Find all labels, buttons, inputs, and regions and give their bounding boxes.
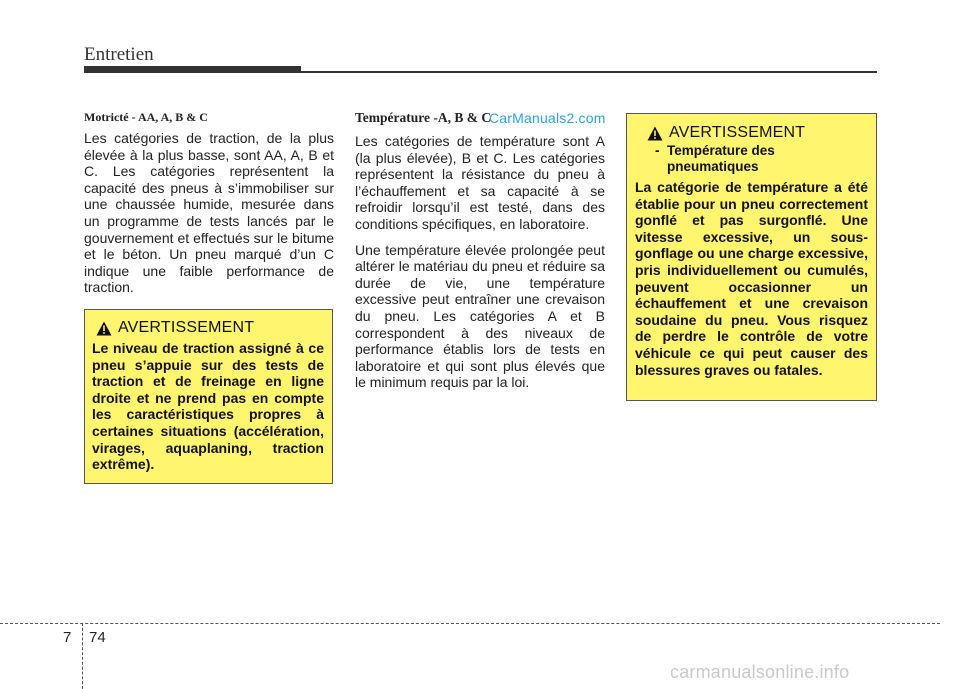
warning-traction-box [84, 309, 333, 484]
watermark-carmanualsonline: carmanualsonline.info [670, 662, 850, 682]
traction-paragraph: Les catégories de traction, de la plus élevée à la plus basse, sont AA, A, B et C. Les catégories représentent la capacité des pneus à s’immobiliser sur une chaussée humide, mesurée dans un programme de tests lancés par le gouvernement et effectués sur le bitume et le béton. Un pneu marqué d’un C indique une faible performance de traction. [84, 130, 334, 296]
warning-triangle-icon [96, 321, 112, 336]
header-rule-thick [84, 66, 301, 73]
temperature-heading: Température -A, B & C [355, 110, 492, 125]
warning-temperature-subtitle: Température des pneumatiques [667, 143, 775, 174]
watermark-carmanuals2: CarManuals2.com [489, 110, 606, 126]
traction-heading: Motricté - AA, A, B & C [84, 110, 208, 124]
warning-temperature-body: La catégorie de température a été établie pour un pneu correctement gonflé et pas surgonflé. Une vitesse excessive, un sous-gonflage ou une charge excessive, pris individuellement ou cumulés, peuvent occasionner un échauffement et une crevaison soudaine du pneu. Vous risquez de perdre le contrôle de votre véhicule ce qui peut causer des blessures graves ou fatales. [635, 179, 868, 378]
warning-traction-header [96, 319, 324, 337]
warning-temperature-box [626, 113, 877, 401]
header-rule-thin [301, 71, 877, 73]
warning-temperature-header [647, 124, 868, 142]
warning-temperature-title: AVERTISSEMENT [669, 124, 806, 141]
warning-traction-body: Le niveau de traction assigné à ce pneu s’appuie sur des tests de traction et de freinage en ligne droite et ne prend pas en compte les caractéristiques propres à certaines situations (accélération, virages, aquaplaning, traction extrême). [92, 340, 324, 473]
temperature-paragraph-2: Une température élevée prolongée peut altérer le matériau du pneu et réduire sa durée de vie, une température excessive peut entraîner une crevaison du pneu. Les catégories A et B correspondent à des niveaux de performance établis lors de tests en laboratoire et qui sont plus élevés que le minimum requis par la loi. [355, 241, 605, 391]
footer-dashed-divider [82, 623, 83, 689]
footer-dashed-rule [0, 623, 940, 624]
temperature-section [355, 110, 605, 400]
warning-traction-title: AVERTISSEMENT [118, 319, 255, 336]
page-header-title: Entretien [84, 44, 154, 65]
chapter-number: 7 [63, 629, 72, 646]
warning-temperature-subtitle-dash: - [655, 143, 660, 158]
warning-triangle-icon [647, 126, 663, 141]
traction-section [84, 110, 334, 305]
temperature-paragraph-1: Les catégories de température sont A (la plus élevée), B et C. Les catégories représentent la résistance du pneu à l’échauffement et sa capacité à se refroidir lorsqu’il est testé, dans des conditions spécifiques, en laboratoire. [355, 133, 605, 232]
page-number: 74 [89, 629, 106, 646]
warning-temperature-subtitle-row [635, 143, 868, 175]
